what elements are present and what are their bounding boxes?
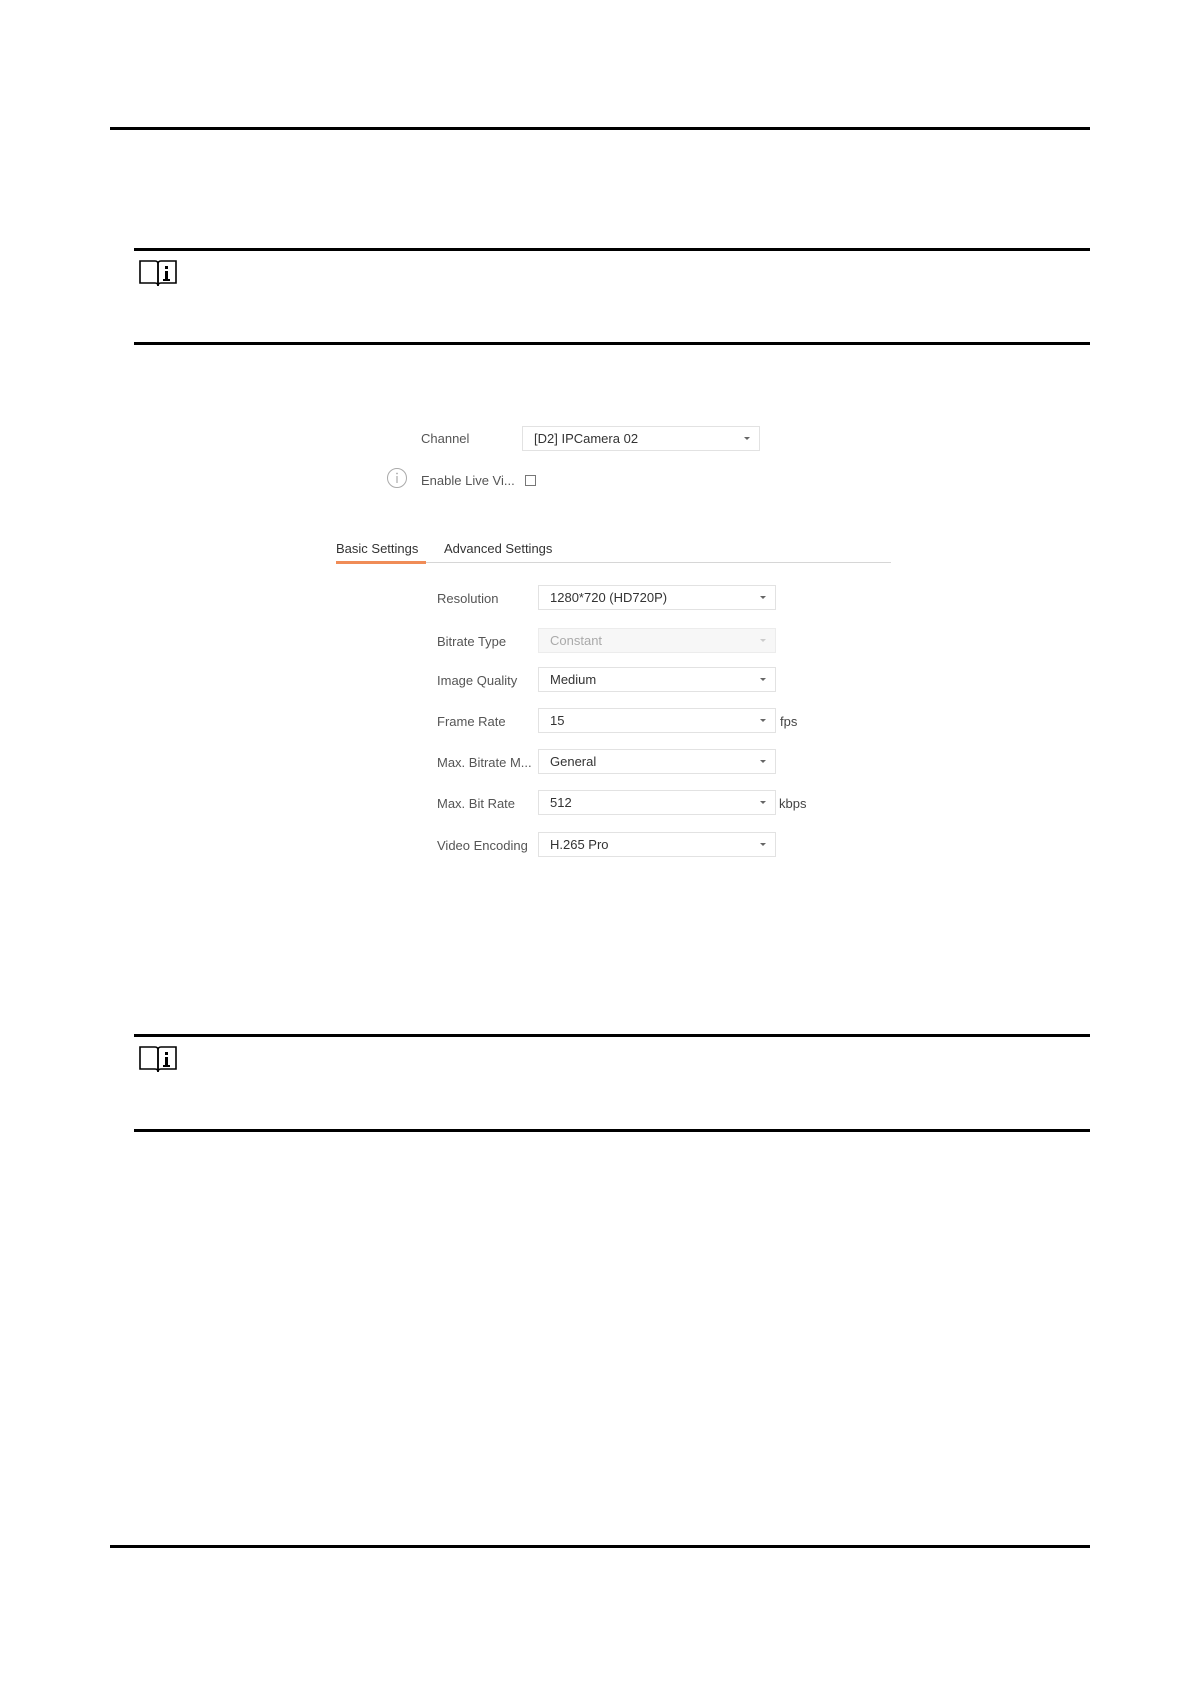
channel-select[interactable] bbox=[522, 426, 760, 451]
note-top-rule bbox=[134, 248, 1090, 251]
resolution-select[interactable] bbox=[538, 585, 776, 610]
note-book-icon bbox=[138, 1044, 178, 1074]
active-tab-indicator bbox=[336, 561, 426, 564]
tab-advanced-settings[interactable]: Advanced Settings bbox=[444, 541, 553, 556]
frame-rate-select[interactable] bbox=[538, 708, 776, 733]
resolution-value: 1280*720 (HD720P) bbox=[550, 590, 668, 605]
max-bit-rate-label: Max. Bit Rate bbox=[437, 796, 516, 811]
max-bitrate-mode-label: Max. Bitrate M... bbox=[437, 755, 532, 770]
chevron-down-icon bbox=[760, 843, 766, 846]
channel-label: Channel bbox=[421, 431, 470, 446]
footer-rule bbox=[110, 1545, 1090, 1548]
note-bottom-rule bbox=[134, 342, 1090, 345]
bitrate-type-value: Constant bbox=[550, 633, 603, 648]
header-rule bbox=[110, 127, 1090, 130]
frame-rate-unit: fps bbox=[780, 714, 798, 729]
resolution-label: Resolution bbox=[437, 591, 499, 606]
chevron-down-icon bbox=[744, 437, 750, 440]
chevron-down-icon bbox=[760, 719, 766, 722]
note-top-rule bbox=[134, 1034, 1090, 1037]
max-bit-rate-value: 512 bbox=[550, 795, 572, 810]
enable-live-view-checkbox[interactable] bbox=[525, 475, 536, 486]
bitrate-type-label: Bitrate Type bbox=[437, 634, 507, 649]
chevron-down-icon bbox=[760, 596, 766, 599]
image-quality-select[interactable] bbox=[538, 667, 776, 692]
image-quality-value: Medium bbox=[550, 672, 597, 687]
chevron-down-icon bbox=[760, 639, 766, 642]
video-encoding-select[interactable] bbox=[538, 832, 776, 857]
max-bitrate-mode-value: General bbox=[550, 754, 597, 769]
video-encoding-value: H.265 Pro bbox=[550, 837, 609, 852]
info-icon[interactable] bbox=[386, 467, 408, 489]
video-encoding-label: Video Encoding bbox=[437, 838, 528, 853]
tab-basic-settings[interactable]: Basic Settings bbox=[336, 541, 419, 556]
frame-rate-value: 15 bbox=[550, 713, 565, 728]
chevron-down-icon bbox=[760, 678, 766, 681]
note-book-icon bbox=[138, 258, 178, 288]
channel-value: [D2] IPCamera 02 bbox=[534, 431, 639, 446]
chevron-down-icon bbox=[760, 760, 766, 763]
max-bitrate-mode-select[interactable] bbox=[538, 749, 776, 774]
chevron-down-icon bbox=[760, 801, 766, 804]
note-bottom-rule bbox=[134, 1129, 1090, 1132]
bitrate-type-select bbox=[538, 628, 776, 653]
frame-rate-label: Frame Rate bbox=[437, 714, 506, 729]
max-bit-rate-select[interactable] bbox=[538, 790, 776, 815]
enable-live-view-label: Enable Live Vi... bbox=[421, 473, 515, 488]
max-bit-rate-unit: kbps bbox=[779, 796, 807, 811]
image-quality-label: Image Quality bbox=[437, 673, 518, 688]
